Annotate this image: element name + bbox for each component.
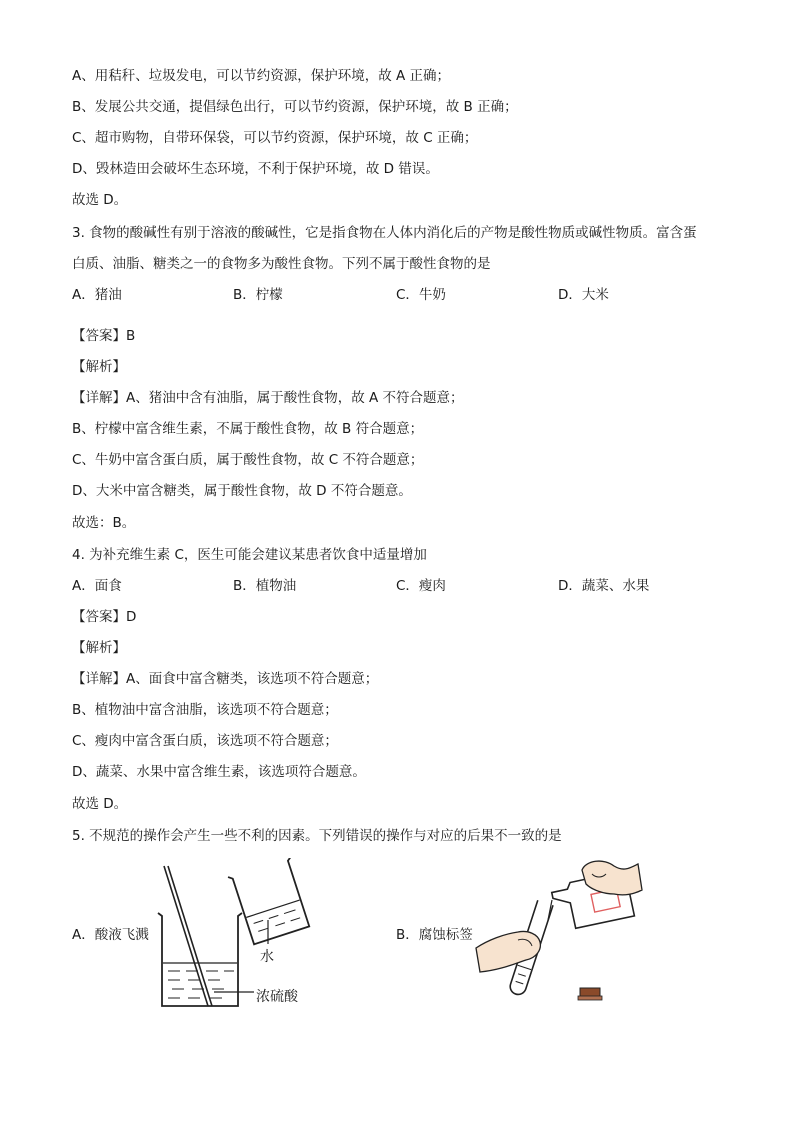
- q3-analysis-label: 【解析】: [72, 359, 126, 375]
- analysis-line-c: C、超市购物，自带环保袋，可以节约资源，保护环境，故 C 正确；: [72, 130, 478, 146]
- sulfuric-acid-label: 浓硫酸: [256, 989, 298, 1005]
- q3-option-d: D．大米: [558, 287, 609, 303]
- analysis-line-d: D、毁林造田会破坏生态环境，不利于保护环境，故 D 错误。: [72, 161, 439, 177]
- analysis-line-a: A、用秸秆、垃圾发电，可以节约资源，保护环境，故 A 正确；: [72, 68, 451, 84]
- q5-option-a-label: A．酸液飞溅: [72, 927, 149, 943]
- q4-detail-d: D、蔬菜、水果中富含维生素，该选项符合题意。: [72, 764, 366, 780]
- q4-detail-a: 【详解】A、面食中富含糖类，该选项不符合题意；: [72, 671, 379, 687]
- q3-option-c: C．牛奶: [396, 287, 446, 303]
- q3-conclusion: 故选：B。: [72, 515, 136, 531]
- q3-detail-a: 【详解】A、猪油中含有油脂，属于酸性食物，故 A 不符合题意；: [72, 390, 464, 406]
- q4-detail-c: C、瘦肉中富含蛋白质，该选项不符合题意；: [72, 733, 338, 749]
- q3-option-b: B．柠檬: [233, 287, 283, 303]
- q3-detail-b: B、柠檬中富含维生素，不属于酸性食物，故 B 符合题意；: [72, 421, 424, 437]
- water-label: 水: [260, 949, 274, 965]
- q4-answer: 【答案】D: [72, 609, 137, 625]
- q4-option-d: D．蔬菜、水果: [558, 578, 650, 594]
- q4-option-c: C．瘦肉: [396, 578, 446, 594]
- q5-stem: 5. 不规范的操作会产生一些不利的因素。下列错误的操作与对应的后果不一致的是: [72, 828, 562, 844]
- q4-analysis-label: 【解析】: [72, 640, 126, 656]
- q3-answer: 【答案】B: [72, 328, 136, 344]
- q4-option-a: A．面食: [72, 578, 122, 594]
- figure-label-corrosion: [474, 860, 644, 1010]
- q4-detail-b: B、植物油中富含油脂，该选项不符合题意；: [72, 702, 338, 718]
- q4-conclusion: 故选 D。: [72, 796, 128, 812]
- q3-stem-line1: 3. 食物的酸碱性有别于溶液的酸碱性，它是指食物在人体内消化后的产物是酸性物质或碱性物质。富含蛋: [72, 225, 697, 241]
- q3-option-a: A．猪油: [72, 287, 122, 303]
- q3-stem-line2: 白质、油脂、糖类之一的食物多为酸性食物。下列不属于酸性食物的是: [72, 256, 491, 272]
- analysis-line-b: B、发展公共交通，提倡绿色出行，可以节约资源，保护环境，故 B 正确；: [72, 99, 518, 115]
- q4-option-b: B．植物油: [233, 578, 297, 594]
- q3-detail-c: C、牛奶中富含蛋白质，属于酸性食物，故 C 不符合题意；: [72, 452, 424, 468]
- q4-stem: 4. 为补充维生素 C，医生可能会建议某患者饮食中适量增加: [72, 547, 427, 563]
- q3-detail-d: D、大米中富含糖类，属于酸性食物，故 D 不符合题意。: [72, 483, 412, 499]
- q5-option-b-label: B．腐蚀标签: [396, 927, 473, 943]
- analysis-conclusion: 故选 D。: [72, 192, 128, 208]
